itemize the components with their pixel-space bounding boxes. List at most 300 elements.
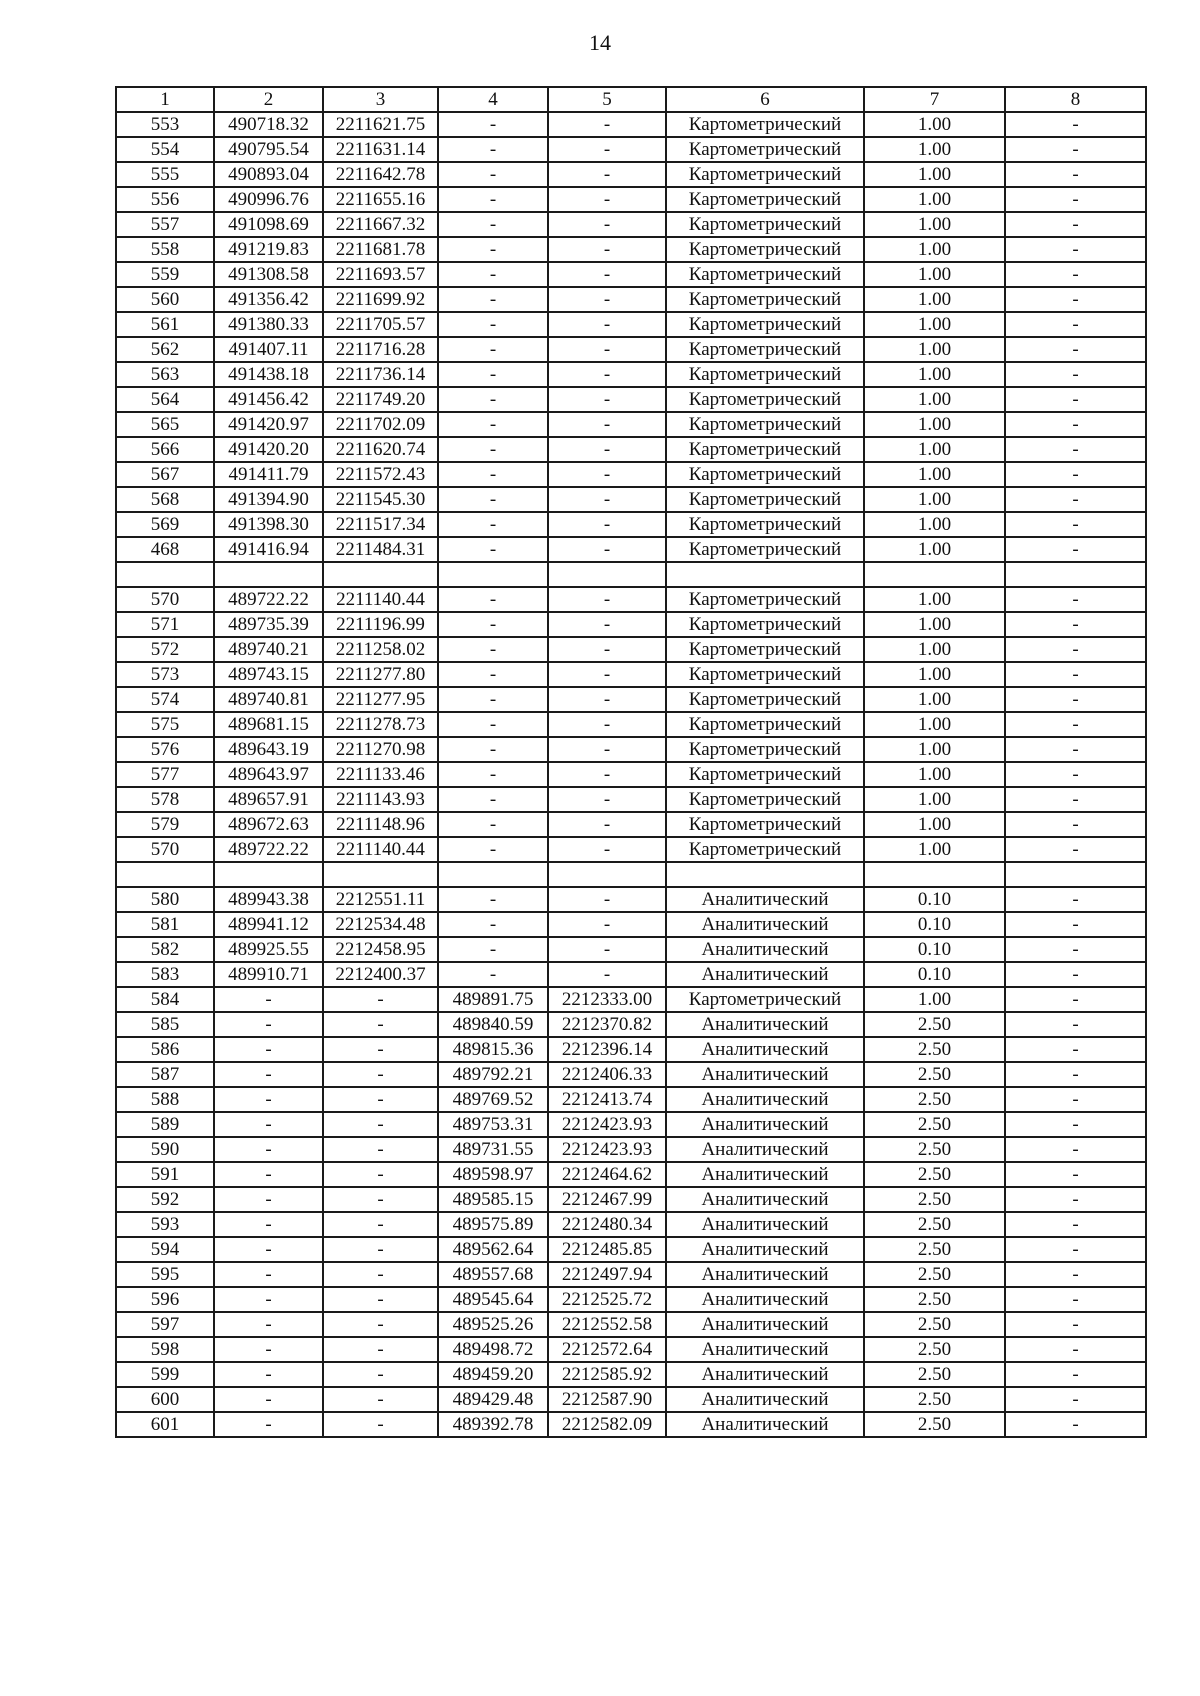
header-cell-8: 8 (1005, 87, 1146, 112)
accuracy-cell: 1.00 (864, 487, 1005, 512)
y-coordinate-cell: 2211148.96 (323, 812, 438, 837)
y-coordinate-cell: 2212534.48 (323, 912, 438, 937)
note-cell: - (1005, 1412, 1146, 1437)
accuracy-cell: 1.00 (864, 462, 1005, 487)
header-row (116, 87, 1146, 112)
method-cell: Аналитический (666, 1037, 864, 1062)
y-coordinate-new-cell: - (548, 712, 666, 737)
y-coordinate-new-cell: - (548, 812, 666, 837)
note-cell: - (1005, 312, 1146, 337)
y-coordinate-new-cell: - (548, 312, 666, 337)
table-row (116, 1287, 1146, 1312)
x-coordinate-cell: 489941.12 (214, 912, 323, 937)
y-coordinate-new-cell: - (548, 587, 666, 612)
point-number-cell: 563 (116, 362, 214, 387)
x-coordinate-new-cell: - (438, 962, 548, 987)
table-row (116, 737, 1146, 762)
y-coordinate-cell: 2211681.78 (323, 237, 438, 262)
note-cell: - (1005, 887, 1146, 912)
y-coordinate-cell: 2211620.74 (323, 437, 438, 462)
point-number-cell: 588 (116, 1087, 214, 1112)
y-coordinate-cell: 2211278.73 (323, 712, 438, 737)
y-coordinate-cell: 2211277.95 (323, 687, 438, 712)
point-number-cell: 568 (116, 487, 214, 512)
point-number-cell: 562 (116, 337, 214, 362)
y-coordinate-cell: 2211705.57 (323, 312, 438, 337)
accuracy-cell: 1.00 (864, 787, 1005, 812)
method-cell: Аналитический (666, 962, 864, 987)
x-coordinate-new-cell: - (438, 712, 548, 737)
method-cell: Картометрический (666, 112, 864, 137)
point-number-cell: 559 (116, 262, 214, 287)
point-number-cell: 557 (116, 212, 214, 237)
method-cell: Картометрический (666, 387, 864, 412)
accuracy-cell: 1.00 (864, 587, 1005, 612)
x-coordinate-cell: 489943.38 (214, 887, 323, 912)
method-cell: Аналитический (666, 1112, 864, 1137)
table-row (116, 512, 1146, 537)
method-cell: Картометрический (666, 687, 864, 712)
y-coordinate-cell: 2211702.09 (323, 412, 438, 437)
y-coordinate-new-cell: - (548, 437, 666, 462)
x-coordinate-new-cell: - (438, 662, 548, 687)
point-number-cell: 569 (116, 512, 214, 537)
point-number-cell: 596 (116, 1287, 214, 1312)
x-coordinate-new-cell: - (438, 912, 548, 937)
point-number-cell: 581 (116, 912, 214, 937)
y-coordinate-new-cell: - (548, 387, 666, 412)
point-number-cell: 583 (116, 962, 214, 987)
y-coordinate-new-cell: - (548, 537, 666, 562)
note-cell: - (1005, 937, 1146, 962)
y-coordinate-cell: - (323, 1312, 438, 1337)
x-coordinate-cell: 491438.18 (214, 362, 323, 387)
method-cell: Картометрический (666, 462, 864, 487)
note-cell: - (1005, 512, 1146, 537)
note-cell: - (1005, 537, 1146, 562)
x-coordinate-new-cell: - (438, 237, 548, 262)
x-coordinate-new-cell: - (438, 637, 548, 662)
accuracy-cell: 1.00 (864, 812, 1005, 837)
y-coordinate-cell: - (323, 987, 438, 1012)
y-coordinate-new-cell: - (548, 462, 666, 487)
x-coordinate-cell: - (214, 1287, 323, 1312)
note-cell: - (1005, 587, 1146, 612)
table-row (116, 987, 1146, 1012)
x-coordinate-new-cell: 489840.59 (438, 1012, 548, 1037)
accuracy-cell: 1.00 (864, 512, 1005, 537)
x-coordinate-new-cell: 489562.64 (438, 1237, 548, 1262)
y-coordinate-cell: 2211484.31 (323, 537, 438, 562)
note-cell: - (1005, 1187, 1146, 1212)
x-coordinate-cell: 489672.63 (214, 812, 323, 837)
accuracy-cell: 2.50 (864, 1362, 1005, 1387)
accuracy-cell: 2.50 (864, 1012, 1005, 1037)
point-number-cell: 590 (116, 1137, 214, 1162)
x-coordinate-new-cell: - (438, 837, 548, 862)
accuracy-cell: 1.00 (864, 287, 1005, 312)
method-cell: Картометрический (666, 662, 864, 687)
x-coordinate-cell: 489740.21 (214, 637, 323, 662)
table-row (116, 187, 1146, 212)
y-coordinate-cell: 2211545.30 (323, 487, 438, 512)
x-coordinate-new-cell: 489575.89 (438, 1212, 548, 1237)
x-coordinate-cell: 491219.83 (214, 237, 323, 262)
x-coordinate-new-cell: - (438, 687, 548, 712)
x-coordinate-cell (214, 862, 323, 887)
note-cell: - (1005, 1112, 1146, 1137)
note-cell: - (1005, 762, 1146, 787)
table-row (116, 312, 1146, 337)
method-cell: Картометрический (666, 837, 864, 862)
method-cell: Аналитический (666, 1412, 864, 1437)
x-coordinate-new-cell: 489815.36 (438, 1037, 548, 1062)
accuracy-cell: 1.00 (864, 837, 1005, 862)
accuracy-cell: 2.50 (864, 1237, 1005, 1262)
accuracy-cell: 2.50 (864, 1037, 1005, 1062)
method-cell: Картометрический (666, 337, 864, 362)
point-number-cell: 575 (116, 712, 214, 737)
accuracy-cell: 1.00 (864, 162, 1005, 187)
point-number-cell: 597 (116, 1312, 214, 1337)
header-cell-7: 7 (864, 87, 1005, 112)
accuracy-cell: 0.10 (864, 887, 1005, 912)
x-coordinate-cell: - (214, 1262, 323, 1287)
y-coordinate-new-cell: - (548, 187, 666, 212)
table-row (116, 1237, 1146, 1262)
y-coordinate-new-cell: 2212423.93 (548, 1112, 666, 1137)
accuracy-cell: 0.10 (864, 962, 1005, 987)
x-coordinate-cell: 491098.69 (214, 212, 323, 237)
x-coordinate-cell: 489722.22 (214, 837, 323, 862)
y-coordinate-new-cell: 2212413.74 (548, 1087, 666, 1112)
point-number-cell: 589 (116, 1112, 214, 1137)
point-number-cell: 570 (116, 587, 214, 612)
table-row (116, 937, 1146, 962)
table-row (116, 287, 1146, 312)
accuracy-cell: 1.00 (864, 537, 1005, 562)
point-number-cell: 592 (116, 1187, 214, 1212)
x-coordinate-cell: - (214, 1037, 323, 1062)
x-coordinate-cell: - (214, 987, 323, 1012)
x-coordinate-new-cell: - (438, 612, 548, 637)
y-coordinate-new-cell: - (548, 487, 666, 512)
table-row (116, 1012, 1146, 1037)
x-coordinate-new-cell: - (438, 337, 548, 362)
accuracy-cell: 0.10 (864, 912, 1005, 937)
point-number-cell: 594 (116, 1237, 214, 1262)
y-coordinate-cell: 2211642.78 (323, 162, 438, 187)
method-cell: Аналитический (666, 1312, 864, 1337)
accuracy-cell: 2.50 (864, 1287, 1005, 1312)
y-coordinate-cell (323, 862, 438, 887)
y-coordinate-new-cell: 2212585.92 (548, 1362, 666, 1387)
accuracy-cell: 1.00 (864, 762, 1005, 787)
y-coordinate-cell: - (323, 1212, 438, 1237)
x-coordinate-cell: 491308.58 (214, 262, 323, 287)
table-row (116, 562, 1146, 587)
point-number-cell: 580 (116, 887, 214, 912)
x-coordinate-new-cell: - (438, 387, 548, 412)
x-coordinate-cell: 489910.71 (214, 962, 323, 987)
note-cell: - (1005, 712, 1146, 737)
table-row (116, 662, 1146, 687)
y-coordinate-cell: - (323, 1362, 438, 1387)
x-coordinate-cell: - (214, 1212, 323, 1237)
y-coordinate-new-cell: 2212572.64 (548, 1337, 666, 1362)
table-row (116, 387, 1146, 412)
y-coordinate-new-cell: - (548, 162, 666, 187)
y-coordinate-cell: 2211749.20 (323, 387, 438, 412)
x-coordinate-new-cell: - (438, 137, 548, 162)
x-coordinate-new-cell: - (438, 537, 548, 562)
accuracy-cell: 1.00 (864, 987, 1005, 1012)
point-number-cell: 579 (116, 812, 214, 837)
x-coordinate-cell: 491394.90 (214, 487, 323, 512)
accuracy-cell: 1.00 (864, 337, 1005, 362)
note-cell: - (1005, 687, 1146, 712)
table-row (116, 912, 1146, 937)
method-cell: Картометрический (666, 537, 864, 562)
x-coordinate-cell: 491420.97 (214, 412, 323, 437)
table-row (116, 162, 1146, 187)
note-cell: - (1005, 237, 1146, 262)
x-coordinate-cell: - (214, 1337, 323, 1362)
y-coordinate-cell: - (323, 1162, 438, 1187)
header-cell-3: 3 (323, 87, 438, 112)
y-coordinate-cell: - (323, 1237, 438, 1262)
method-cell: Картометрический (666, 412, 864, 437)
method-cell: Картометрический (666, 312, 864, 337)
note-cell: - (1005, 662, 1146, 687)
point-number-cell: 586 (116, 1037, 214, 1062)
accuracy-cell: 2.50 (864, 1162, 1005, 1187)
method-cell: Картометрический (666, 512, 864, 537)
table-row (116, 112, 1146, 137)
method-cell: Картометрический (666, 362, 864, 387)
x-coordinate-cell: - (214, 1312, 323, 1337)
x-coordinate-new-cell: 489459.20 (438, 1362, 548, 1387)
method-cell: Аналитический (666, 1287, 864, 1312)
note-cell: - (1005, 1037, 1146, 1062)
method-cell: Аналитический (666, 1187, 864, 1212)
note-cell: - (1005, 1162, 1146, 1187)
x-coordinate-new-cell: - (438, 487, 548, 512)
header-cell-5: 5 (548, 87, 666, 112)
table-body (116, 112, 1146, 1437)
method-cell: Картометрический (666, 187, 864, 212)
y-coordinate-cell: 2212458.95 (323, 937, 438, 962)
table-row (116, 1137, 1146, 1162)
header-cell-1: 1 (116, 87, 214, 112)
x-coordinate-new-cell: - (438, 587, 548, 612)
table-row (116, 137, 1146, 162)
x-coordinate-cell (214, 562, 323, 587)
method-cell: Картометрический (666, 712, 864, 737)
point-number-cell: 578 (116, 787, 214, 812)
x-coordinate-cell: 489643.97 (214, 762, 323, 787)
x-coordinate-cell: 489722.22 (214, 587, 323, 612)
table-row (116, 687, 1146, 712)
note-cell: - (1005, 612, 1146, 637)
accuracy-cell: 1.00 (864, 687, 1005, 712)
accuracy-cell: 1.00 (864, 212, 1005, 237)
y-coordinate-cell: 2211572.43 (323, 462, 438, 487)
y-coordinate-new-cell: 2212333.00 (548, 987, 666, 1012)
x-coordinate-cell: - (214, 1112, 323, 1137)
point-number-cell: 573 (116, 662, 214, 687)
accuracy-cell: 2.50 (864, 1087, 1005, 1112)
page-number: 14 (589, 30, 611, 55)
method-cell: Картометрический (666, 262, 864, 287)
y-coordinate-new-cell: - (548, 512, 666, 537)
note-cell: - (1005, 1387, 1146, 1412)
note-cell: - (1005, 1312, 1146, 1337)
y-coordinate-new-cell: 2212423.93 (548, 1137, 666, 1162)
table-row (116, 1212, 1146, 1237)
point-number-cell: 571 (116, 612, 214, 637)
x-coordinate-new-cell: - (438, 762, 548, 787)
x-coordinate-cell: 491380.33 (214, 312, 323, 337)
table-row (116, 1387, 1146, 1412)
accuracy-cell: 2.50 (864, 1337, 1005, 1362)
y-coordinate-new-cell: - (548, 287, 666, 312)
method-cell: Картометрический (666, 437, 864, 462)
x-coordinate-new-cell: - (438, 362, 548, 387)
y-coordinate-cell: 2211270.98 (323, 737, 438, 762)
method-cell: Картометрический (666, 487, 864, 512)
y-coordinate-new-cell: - (548, 837, 666, 862)
point-number-cell: 595 (116, 1262, 214, 1287)
accuracy-cell: 1.00 (864, 437, 1005, 462)
point-number-cell (116, 562, 214, 587)
point-number-cell: 560 (116, 287, 214, 312)
point-number-cell: 555 (116, 162, 214, 187)
y-coordinate-cell: 2211736.14 (323, 362, 438, 387)
table-row (116, 862, 1146, 887)
table-row (116, 337, 1146, 362)
note-cell: - (1005, 212, 1146, 237)
method-cell: Аналитический (666, 912, 864, 937)
x-coordinate-new-cell: - (438, 937, 548, 962)
y-coordinate-new-cell: - (548, 212, 666, 237)
accuracy-cell: 1.00 (864, 662, 1005, 687)
accuracy-cell: 1.00 (864, 637, 1005, 662)
x-coordinate-new-cell: 489392.78 (438, 1412, 548, 1437)
note-cell: - (1005, 1237, 1146, 1262)
point-number-cell: 553 (116, 112, 214, 137)
note-cell: - (1005, 837, 1146, 862)
x-coordinate-new-cell (438, 562, 548, 587)
point-number-cell: 558 (116, 237, 214, 262)
x-coordinate-cell: 489681.15 (214, 712, 323, 737)
x-coordinate-new-cell: - (438, 512, 548, 537)
point-number-cell: 599 (116, 1362, 214, 1387)
x-coordinate-cell: 490718.32 (214, 112, 323, 137)
x-coordinate-cell: 490996.76 (214, 187, 323, 212)
x-coordinate-new-cell: - (438, 287, 548, 312)
note-cell (1005, 862, 1146, 887)
method-cell: Аналитический (666, 887, 864, 912)
table-row (116, 412, 1146, 437)
x-coordinate-new-cell: 489769.52 (438, 1087, 548, 1112)
table-row (116, 437, 1146, 462)
y-coordinate-new-cell: - (548, 887, 666, 912)
x-coordinate-cell: - (214, 1062, 323, 1087)
point-number-cell: 576 (116, 737, 214, 762)
table-row (116, 1337, 1146, 1362)
accuracy-cell: 1.00 (864, 312, 1005, 337)
table-row (116, 1062, 1146, 1087)
method-cell: Аналитический (666, 1087, 864, 1112)
method-cell (666, 562, 864, 587)
point-number-cell: 577 (116, 762, 214, 787)
y-coordinate-new-cell: 2212464.62 (548, 1162, 666, 1187)
note-cell: - (1005, 462, 1146, 487)
note-cell: - (1005, 1362, 1146, 1387)
y-coordinate-cell (323, 562, 438, 587)
x-coordinate-cell: 490893.04 (214, 162, 323, 187)
accuracy-cell: 1.00 (864, 387, 1005, 412)
x-coordinate-new-cell: 489429.48 (438, 1387, 548, 1412)
table-row (116, 262, 1146, 287)
accuracy-cell (864, 862, 1005, 887)
method-cell: Картометрический (666, 987, 864, 1012)
y-coordinate-cell: 2211196.99 (323, 612, 438, 637)
note-cell: - (1005, 1287, 1146, 1312)
y-coordinate-new-cell: - (548, 262, 666, 287)
method-cell: Картометрический (666, 212, 864, 237)
note-cell: - (1005, 1212, 1146, 1237)
y-coordinate-new-cell: 2212467.99 (548, 1187, 666, 1212)
accuracy-cell: 2.50 (864, 1137, 1005, 1162)
point-number-cell: 574 (116, 687, 214, 712)
x-coordinate-cell: 491456.42 (214, 387, 323, 412)
point-number-cell: 554 (116, 137, 214, 162)
note-cell: - (1005, 362, 1146, 387)
y-coordinate-cell: 2211140.44 (323, 587, 438, 612)
y-coordinate-cell: 2211655.16 (323, 187, 438, 212)
note-cell: - (1005, 287, 1146, 312)
x-coordinate-cell: 491398.30 (214, 512, 323, 537)
table-row (116, 1262, 1146, 1287)
x-coordinate-new-cell: 489585.15 (438, 1187, 548, 1212)
y-coordinate-new-cell (548, 862, 666, 887)
note-cell: - (1005, 437, 1146, 462)
x-coordinate-cell: 489740.81 (214, 687, 323, 712)
x-coordinate-new-cell: - (438, 887, 548, 912)
point-number-cell: 600 (116, 1387, 214, 1412)
accuracy-cell: 1.00 (864, 362, 1005, 387)
y-coordinate-cell: - (323, 1137, 438, 1162)
x-coordinate-new-cell: 489792.21 (438, 1062, 548, 1087)
y-coordinate-new-cell: 2212582.09 (548, 1412, 666, 1437)
x-coordinate-new-cell: 489753.31 (438, 1112, 548, 1137)
y-coordinate-cell: - (323, 1062, 438, 1087)
y-coordinate-cell: 2211693.57 (323, 262, 438, 287)
x-coordinate-new-cell: 489598.97 (438, 1162, 548, 1187)
method-cell: Аналитический (666, 1362, 864, 1387)
y-coordinate-cell: - (323, 1337, 438, 1362)
accuracy-cell: 1.00 (864, 612, 1005, 637)
y-coordinate-new-cell: - (548, 912, 666, 937)
y-coordinate-new-cell: - (548, 412, 666, 437)
note-cell: - (1005, 912, 1146, 937)
y-coordinate-new-cell: - (548, 112, 666, 137)
table-header (116, 87, 1146, 112)
method-cell: Аналитический (666, 1337, 864, 1362)
table-row (116, 1112, 1146, 1137)
